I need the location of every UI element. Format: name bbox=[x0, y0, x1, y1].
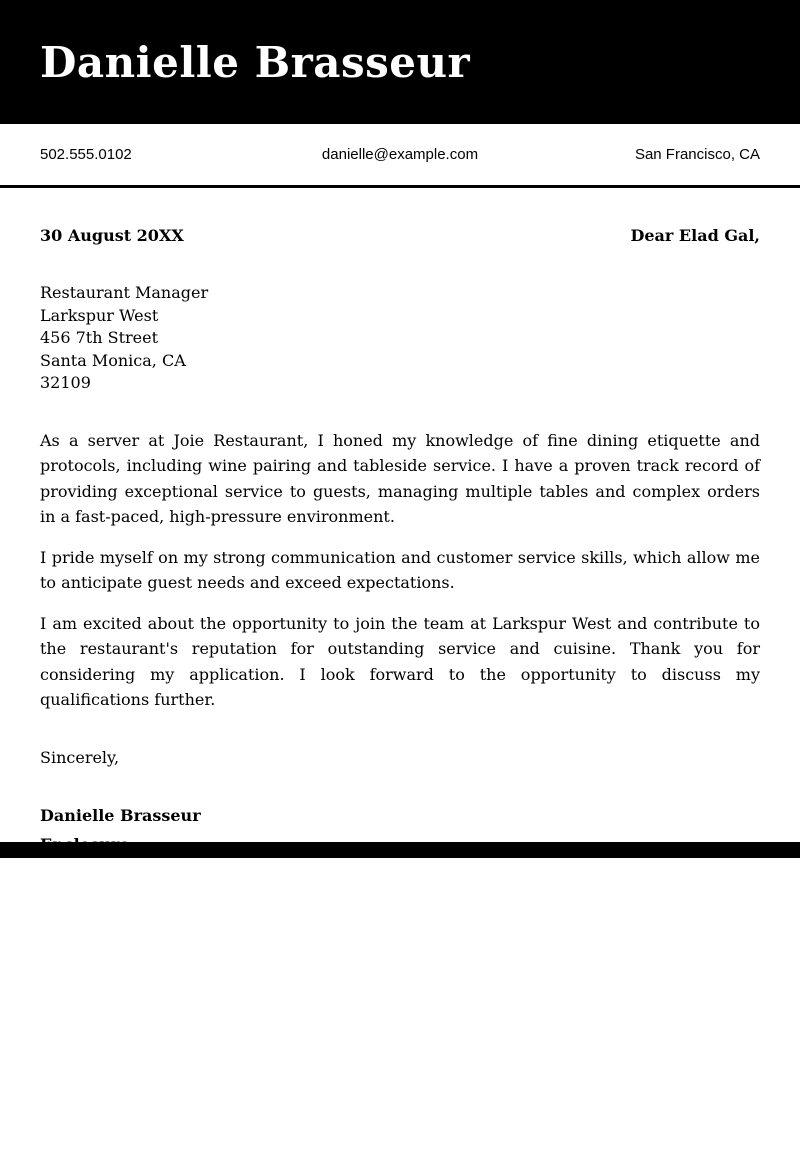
letter-paragraph: I pride myself on my strong communication and customer service skills, which allow me to anticipate guest needs and exceed expectations. bbox=[40, 547, 760, 592]
letter-salutation: Dear Elad Gal, bbox=[630, 226, 760, 245]
candidate-name: Danielle Brasseur bbox=[40, 37, 471, 87]
contact-phone: 502.555.0102 bbox=[40, 146, 132, 163]
date-salutation-row bbox=[40, 224, 760, 248]
contact-location: San Francisco, CA bbox=[634, 146, 760, 163]
recipient-line: 456 7th Street bbox=[40, 328, 159, 347]
letter-paragraph: I am excited about the opportunity to join the team at Larkspur West and contribute to the restaurant's reputation for outstanding service and cuisine. Thank you for considering my application. I look forward to the opportunity to discuss my qualifications further. bbox=[40, 613, 760, 709]
letter-closing: Sincerely, bbox=[40, 747, 120, 767]
letter-body bbox=[0, 224, 800, 859]
recipient-line: Santa Monica, CA bbox=[40, 350, 186, 370]
recipient-line: 32109 bbox=[40, 373, 91, 392]
footer-bar bbox=[0, 842, 800, 858]
contact-email: danielle@example.com bbox=[321, 146, 479, 163]
letter-header bbox=[0, 0, 800, 124]
recipient-line: Larkspur West bbox=[40, 305, 159, 325]
letter-date: 30 August 20XX bbox=[40, 226, 184, 245]
recipient-address-block bbox=[40, 282, 760, 395]
recipient-line: Restaurant Manager bbox=[40, 283, 209, 302]
letter-paragraph: As a server at Joie Restaurant, I honed my knowledge of fine dining etiquette and protocols, including wine pairing and tableside service. I have a proven track record of providing exceptional service to guests, managing multiple tables and complex orders in a fast-paced, high-pressure environment. bbox=[40, 430, 760, 526]
signature-name: Danielle Brasseur bbox=[40, 806, 201, 825]
contact-bar bbox=[0, 124, 800, 188]
